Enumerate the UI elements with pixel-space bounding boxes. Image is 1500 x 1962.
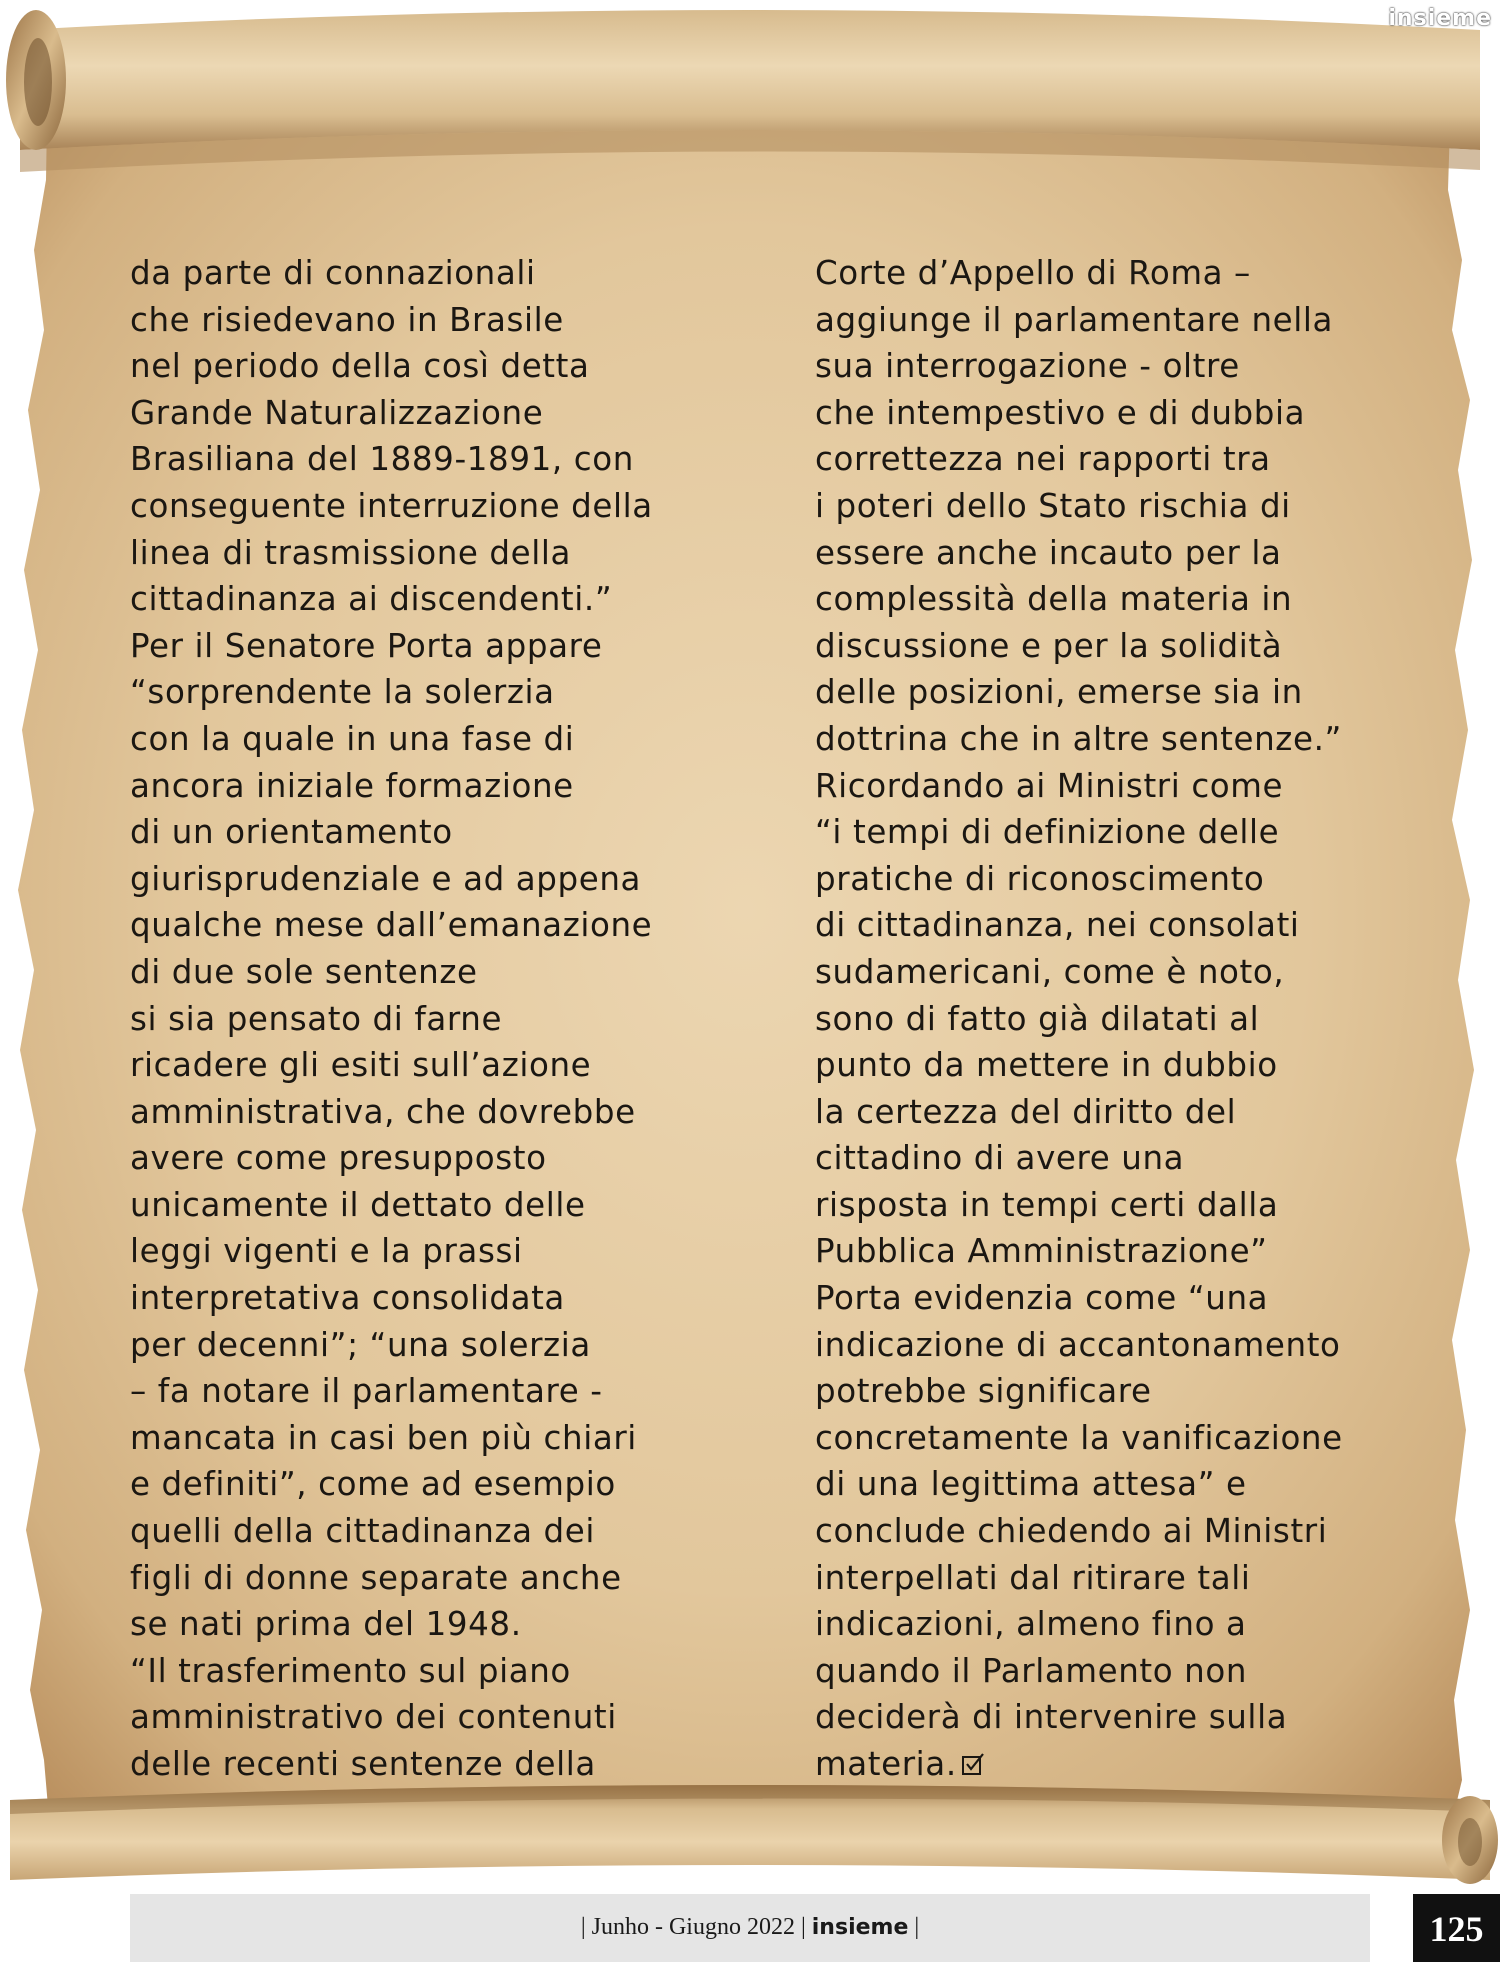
article-line: interpretativa consolidata xyxy=(130,1279,565,1318)
article-line: amministrativo dei contenuti xyxy=(130,1698,617,1737)
article-final-line xyxy=(815,1741,1415,1788)
article-line: amministrativa, che dovrebbe xyxy=(130,1092,636,1131)
article-line: Corte d’Appello di Roma – xyxy=(815,254,1251,292)
article-line: punto da mettere in dubbio xyxy=(815,1046,1278,1085)
article-line: pratiche di riconoscimento xyxy=(815,859,1265,898)
article-line: sua interrogazione - oltre xyxy=(815,347,1240,386)
article-line: unicamente il dettato delle xyxy=(130,1185,586,1224)
article-line: delle posizioni, emerse sia in xyxy=(815,673,1303,712)
magazine-brand-logo: insieme xyxy=(1388,6,1492,31)
footer-separator: | xyxy=(908,1914,920,1940)
article-line: correttezza nei rapporti tra xyxy=(815,440,1271,479)
article-line: aggiunge il parlamentare nella xyxy=(815,300,1334,339)
footer-issue-date: | Junho - Giugno 2022 | xyxy=(580,1914,812,1940)
article-line: conseguente interruzione della xyxy=(130,486,653,525)
article-line: Per il Senatore Porta appare xyxy=(130,626,603,665)
article-line: – fa notare il parlamentare - xyxy=(130,1372,603,1411)
article-line: deciderà di intervenire sulla xyxy=(815,1698,1288,1737)
article-line: sudamericani, come è noto, xyxy=(815,952,1285,991)
article-line: complessità della materia in xyxy=(815,580,1293,619)
article-line: “sorprendente la solerzia xyxy=(130,673,555,712)
article-line: interpellati dal ritirare tali xyxy=(815,1558,1251,1597)
article-line: “Il trasferimento sul piano xyxy=(130,1651,571,1690)
article-line: per decenni”; “una solerzia xyxy=(130,1325,591,1364)
article-line: e definiti”, come ad esempio xyxy=(130,1465,616,1504)
article-line: linea di trasmissione della xyxy=(130,533,572,572)
article-line: leggi vigenti e la prassi xyxy=(130,1232,523,1271)
article-line: concretamente la vanificazione xyxy=(815,1418,1343,1457)
page-number: 125 xyxy=(1429,1909,1484,1949)
article-line: conclude chiedendo ai Ministri xyxy=(815,1512,1328,1551)
article-line: “i tempi di definizione delle xyxy=(815,813,1280,852)
article-line: sono di fatto già dilatati al xyxy=(815,999,1260,1038)
article-left-column xyxy=(130,250,710,1788)
article-line: dottrina che in altre sentenze.” xyxy=(815,719,1342,758)
page-footer xyxy=(130,1894,1370,1962)
article-line: indicazione di accantonamento xyxy=(815,1325,1341,1364)
article-line: ricadere gli esiti sull’azione xyxy=(130,1046,592,1085)
article-line: di cittadinanza, nei consolati xyxy=(815,906,1300,945)
footer-issue-info xyxy=(130,1914,1370,1941)
article-line: qualche mese dall’emanazione xyxy=(130,906,653,945)
article-line: nel periodo della così detta xyxy=(130,347,590,386)
article-line: i poteri dello Stato rischia di xyxy=(815,486,1291,525)
article-line: Ricordando ai Ministri come xyxy=(815,766,1284,805)
article-line: quando il Parlamento non xyxy=(815,1651,1248,1690)
article-line: la certezza del diritto del xyxy=(815,1092,1237,1131)
article-line: giurisprudenziale e ad appena xyxy=(130,859,642,898)
article-line: Brasiliana del 1889-1891, con xyxy=(130,440,634,479)
top-scroll-roll xyxy=(20,10,1480,150)
article-line: indicazioni, almeno fino a xyxy=(815,1605,1247,1644)
article-final-text: materia. xyxy=(815,1745,957,1783)
article-line: ancora iniziale formazione xyxy=(130,766,574,805)
footer-brand-logo: insieme xyxy=(811,1915,909,1940)
article-line: Porta evidenzia come “una xyxy=(815,1279,1269,1318)
article-line: si sia pensato di farne xyxy=(130,999,503,1038)
article-line: con la quale in una fase di xyxy=(130,719,575,758)
article-line: da parte di connazionali xyxy=(130,254,536,292)
article-line: potrebbe significare xyxy=(815,1372,1152,1411)
end-of-article-check-icon xyxy=(961,1752,985,1776)
article-line: Pubblica Amministrazione” xyxy=(815,1232,1268,1271)
article-line: cittadinanza ai discendenti.” xyxy=(130,580,613,619)
article-line: quelli della cittadinanza dei xyxy=(130,1512,596,1551)
article-line: Grande Naturalizzazione xyxy=(130,393,544,432)
page-number-box xyxy=(1413,1894,1500,1962)
article-line: risposta in tempi certi dalla xyxy=(815,1185,1279,1224)
article-line: mancata in casi ben più chiari xyxy=(130,1418,637,1457)
article-line: delle recenti sentenze della xyxy=(130,1745,596,1783)
article-line: di un orientamento xyxy=(130,813,453,852)
article-line: che intempestivo e di dubbia xyxy=(815,393,1306,432)
article-line: se nati prima del 1948. xyxy=(130,1605,522,1644)
article-right-column xyxy=(815,250,1415,1788)
article-line: figli di donne separate anche xyxy=(130,1558,622,1597)
article-line: avere come presupposto xyxy=(130,1139,547,1178)
article-line: di due sole sentenze xyxy=(130,952,478,991)
article-line: che risiedevano in Brasile xyxy=(130,300,564,339)
article-line: essere anche incauto per la xyxy=(815,533,1282,572)
article-line: cittadino di avere una xyxy=(815,1139,1185,1178)
article-line: discussione e per la solidità xyxy=(815,626,1283,665)
article-line: di una legittima attesa” e xyxy=(815,1465,1247,1504)
